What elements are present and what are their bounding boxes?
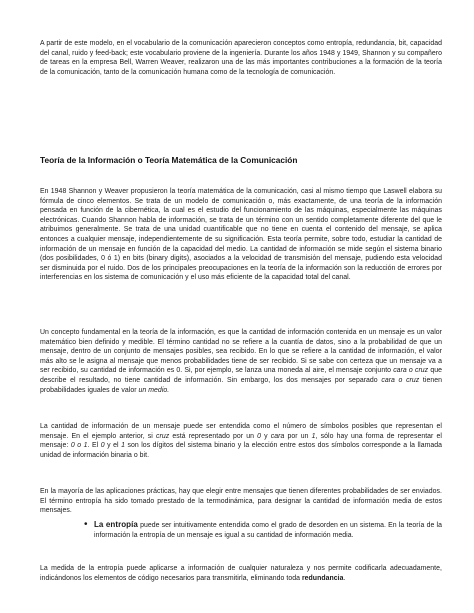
- text-run: Un concepto fundamental en la teoría de la información, es que la cantidad de información contenida en un mensaje es un valor matemático bien definido y medible. El término cantidad no se refiere a la cuantía de datos, sino a la probabilidad de que un mensaje, dentro de un conjunto de mensajes posibles, sea recibido. En lo que se refiere a la cantidad de información, el valor más alto se le asigna al mensaje que menos probabilidades tiene de ser recibido. Si se sabe con certeza que un mensaje va a ser recibido, su cantidad de información es 0. Si, por ejemplo, se lanza una moneda al aire, el mensaje conjunto: [40, 329, 442, 375]
- text-run: por un: [284, 432, 312, 440]
- italic-run: 1: [311, 432, 316, 440]
- paragraph-entropia-intro: En la mayoría de las aplicaciones prácticas, hay que elegir entre mensajes que tienen diferentes probabilidades de ser enviados. El término entropía ha sido tomado prestado de la termodinámica, para designar la cantidad de información media de estos mensajes.: [40, 488, 442, 515]
- paragraph-medida-entropia: [40, 564, 442, 583]
- bullet-item-entropia: [84, 519, 442, 540]
- italic-run: cara: [270, 432, 285, 440]
- text-run: que describe el resultado, no tiene cantidad de información. Sin embargo, los dos mensajes por separado: [40, 367, 442, 384]
- text-run: son los dígitos del sistema binario y la elección entre estos dos símbolos corresponde a la llamada unidad de información binaria o bit.: [40, 442, 443, 459]
- text-run: tienen probabilidades iguales de valor: [40, 376, 442, 394]
- intro-paragraph: A partir de este modelo, en el vocabulario de la comunicación aparecieron conceptos como entropía, redundancia, bit, capacidad del canal, ruido y feed-back; este vocabulario proviene de la ingeniería. Durante los años 1948 y 1949, Shannon y su compañero de tareas en la empresa Bell, Warren Weaver, realizaron una de las más importantes contribuciones a la formación de la teoría de la comunicación, tanto de la comunicación humana como de la tecnología de comunicación.: [40, 40, 442, 76]
- italic-run: cara o cruz: [381, 376, 420, 384]
- italic-run: 0 o 1: [70, 442, 88, 450]
- section-heading: Teoría de la Información o Teoría Matemática de la Comunicación: [40, 155, 298, 165]
- paragraph-shannon-weaver: En 1948 Shannon y Weaver propusieron la teoría matemática de la comunicación, casi al mismo tiempo que Laswell elabora su fórmula de cinco elementos. Se trata de un modelo de comunicación o, más exactamente, de una teoría de la información pensada en función de la cibernética, la cual es el estudio del funcionamiento de las máquinas, especialmente las máquinas electrónicas. Cuando Shannon habla de información, se trata de un término con un sentido completamente diferente del que le atribuimos generalmente. Se trata de una unidad cuantificable que no tiene en cuenta el contenido del mensaje, se aplica entonces a cualquier mensaje, independientemente de su significación. Esta teoría permite, sobre todo, estudiar la cantidad de información de un mensaje en función de la capacidad del medio. La cantidad de información se mide según el sistema binario (dos posibilidades, 0 ó 1) en bits (binary digits), asociados a la velocidad de transmisión del mensaje, pudiendo esta velocidad ser disminuida por el ruido. Dos de los principales preocupaciones en la teoría de la información son la reducción de errores por interferencias en los sistema de comunicación y el uso más eficiente de la capacidad total del canal.: [40, 188, 442, 282]
- paragraph-simbolos: [40, 422, 442, 460]
- italic-run: un medio.: [138, 386, 170, 394]
- text-run: puede ser intuitivamente entendida como el grado de desorden en un sistema. En la teoría de la información la entropía de un mensaje es igual a su cantidad de información media.: [94, 522, 442, 539]
- text-run: está representado por un: [169, 432, 258, 440]
- text-run: y: [261, 432, 271, 440]
- text-run: , sólo hay una forma de representar el mensaje:: [40, 432, 442, 450]
- italic-run: 1: [121, 442, 125, 450]
- text-run: y el: [104, 442, 122, 450]
- italic-run: cara o cruz: [393, 367, 429, 375]
- bullet-text: [94, 520, 442, 540]
- italic-run: cruz: [156, 432, 170, 440]
- text-run: La cantidad de información de un mensaje puede ser entendida como el número de símbolos posibles que representan el mensaje. En el ejemplo anterior, si: [40, 423, 442, 440]
- text-run: .: [343, 574, 346, 582]
- bold-run: redundancia: [301, 574, 344, 582]
- paragraph-cantidad-informacion: [40, 328, 442, 395]
- text-run: . El: [87, 442, 101, 450]
- italic-run: 0: [100, 442, 105, 450]
- italic-run: 0: [257, 432, 262, 440]
- text-run: La medida de la entropía puede aplicarse a información de cualquier naturaleza y nos permite codificarla adecuadamente, indicándonos los elementos de código necesarios para transmitirla, eliminando toda: [40, 565, 442, 582]
- bullet-icon: •: [84, 519, 88, 530]
- bullet-term: La entropía: [94, 520, 138, 529]
